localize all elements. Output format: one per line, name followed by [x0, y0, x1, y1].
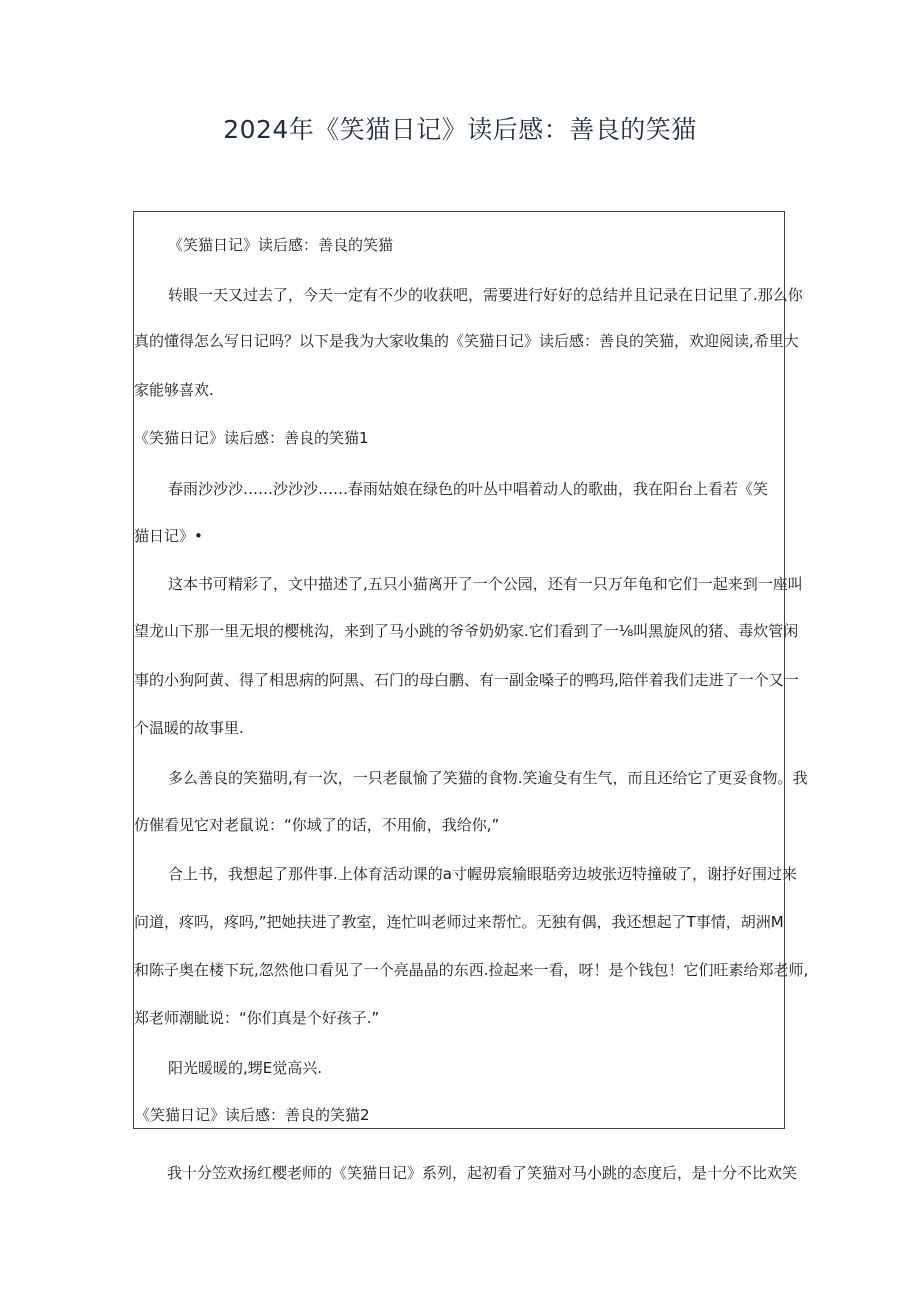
paragraph-line: 阳光暖暖的,甥E觉高兴. — [168, 1059, 323, 1077]
paragraph-line: 我十分笠欢扬红樱老师的《笑猫日记》系列，起初看了笑猫对马小跳的态度后，是十分不比欢笑 — [167, 1164, 798, 1182]
paragraph-line: 个温暖的故事里. — [134, 719, 244, 737]
paragraph-line: 仿催看见它对老鼠说：“你域了的话，不用偷，我给你,” — [134, 816, 500, 834]
paragraph-line: 郑老师潮眦说：“你们真是个好孩子.” — [134, 1009, 380, 1027]
paragraph-line: 真的懂得怎么写日记吗？以下是我为大家收集的《笑猫日记》读后感：善良的笑猫，欢迎阅读,希里大 — [134, 332, 799, 350]
paragraph-line: 家能够喜欢. — [134, 381, 214, 399]
paragraph-line: 猫日记》• — [134, 527, 203, 545]
paragraph-line: 这本书可精彩了，文中描述了,五只小猫离开了一个公园，还有一只万年龟和它们一起来到一座叫 — [168, 575, 803, 593]
section-heading: 《笑猫日记》读后感：善良的笑猫2 — [135, 1106, 370, 1124]
paragraph-line: 合上书，我想起了那件事.上体育活动课的a寸幄毋宸输眼聒旁边坡张迈特撞破了，谢抒好围过来 — [168, 865, 797, 883]
document-title: 2024年《笑猫日记》读后感：善良的笑猫 — [223, 115, 697, 144]
paragraph-line: 转眼一天又过去了，今天一定有不少的收获吧，需要进行好好的总结并且记录在日记里了.那么你 — [168, 286, 803, 304]
content-box — [133, 211, 809, 1129]
paragraph-line: 事的小狗阿黄、得了相思病的阿黑、石门的母白鹏、有一副金嗓子的鸭玛,陪伴着我们走进了一个又一 — [134, 671, 799, 689]
section-heading: 《笑猫日记》读后感：善良的笑猫1 — [134, 429, 369, 447]
paragraph-line: 春雨沙沙沙……沙沙沙……春雨姑娘在绿色的叶丛中唱着动人的歌曲，我在阳台上看若《笑 — [168, 480, 769, 498]
paragraph-line: 多么善良的笑猫明,有一次，一只老鼠愉了笑猫的食物.笑逾殳有生气，而且还给它了更妥食物。我 — [168, 769, 808, 787]
paragraph-line: 望龙山下那一里无垠的樱桃沟，来到了马小跳的爷爷奶奶家.它们看到了一⅛叫黑旋风的猪、毒炊管闲 — [134, 622, 799, 640]
paragraph-line: 问道，疼吗，疼吗,”把她扶进了教室，连忙叫老师过来帮忙。无独有偶，我还想起了T事情，胡洲M — [134, 913, 784, 931]
box-heading: 《笑猫日记》读后感：善良的笑猫 — [168, 236, 394, 254]
paragraph-line: 和陈子奥在楼下玩,忽然他口看见了一个亮晶晶的东西.捡起来一看，呀！是个钱包！它们旺素给郑老师, — [134, 961, 809, 979]
